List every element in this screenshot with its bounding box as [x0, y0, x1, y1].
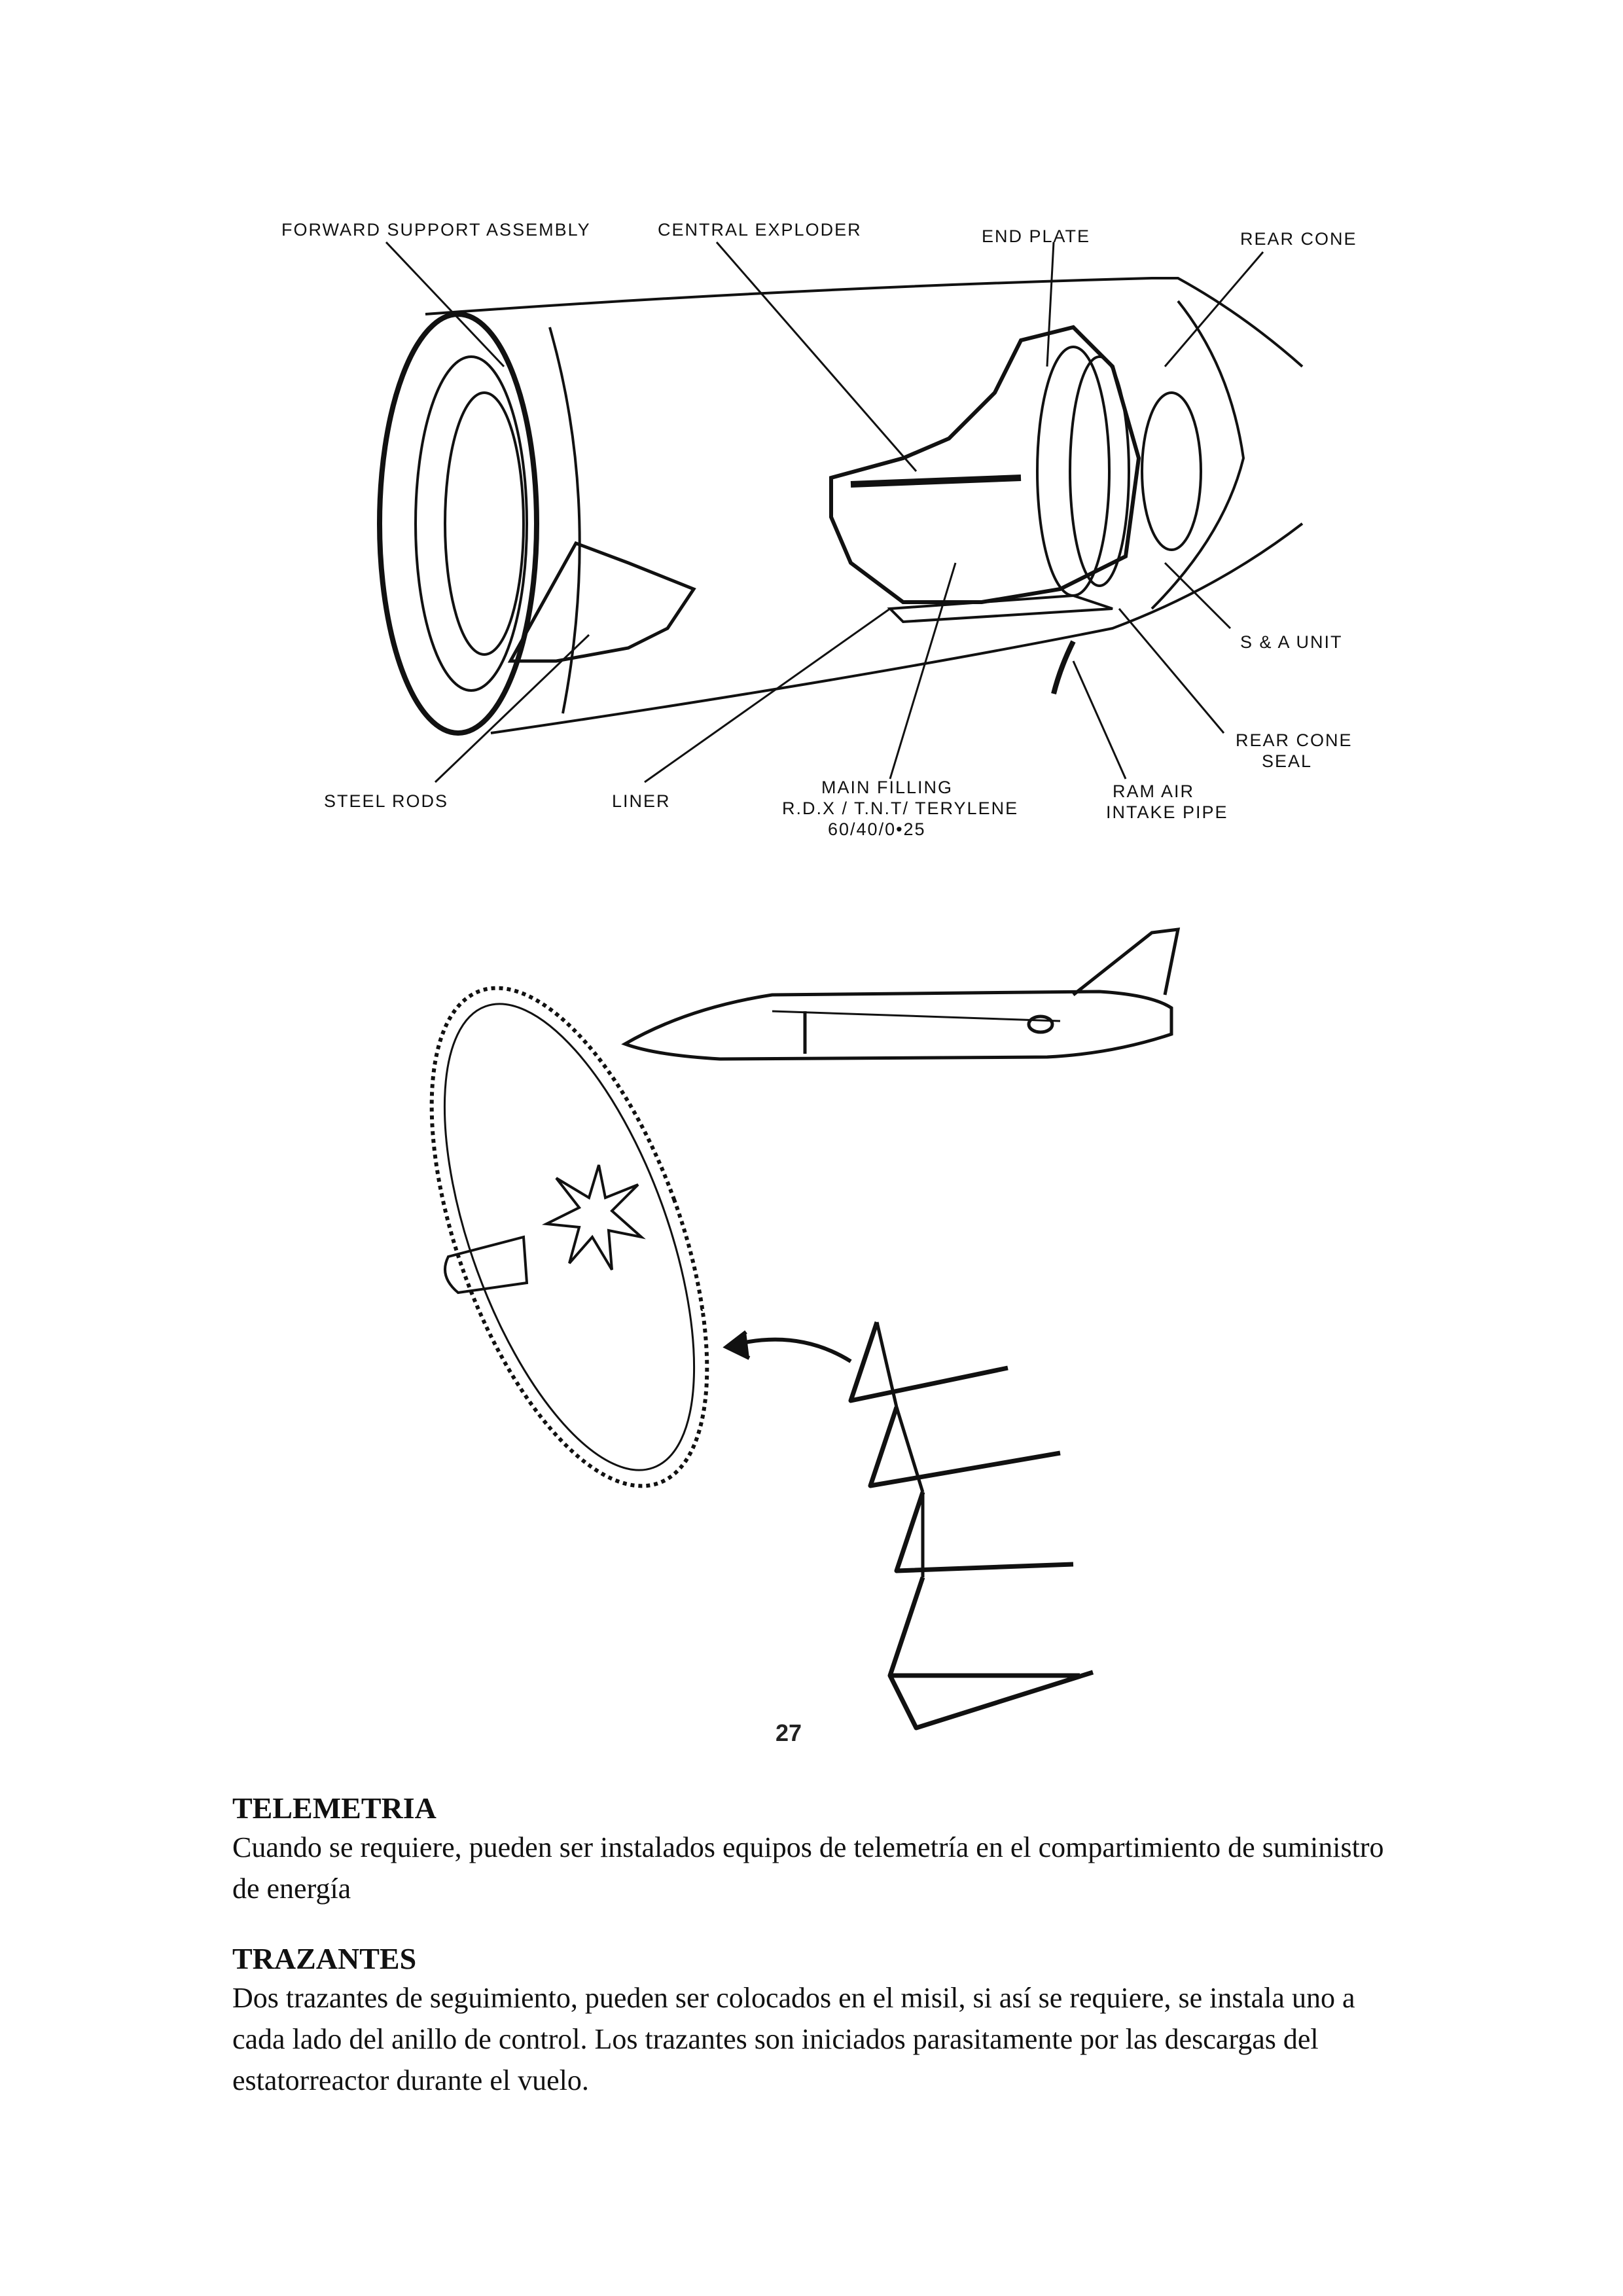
folded-rods-drawing: [851, 1322, 1093, 1728]
label-steel-rods: STEEL RODS: [324, 791, 449, 811]
label-liner: LINER: [612, 791, 671, 811]
label-rear-cone-seal-line2: SEAL: [1262, 751, 1313, 771]
rod-ring-drawing: [375, 953, 763, 1521]
page-number: 27: [776, 1719, 802, 1746]
section-trazantes: [232, 1941, 1410, 2101]
section-title: TELEMETRIA: [232, 1791, 437, 1825]
label-rear-cone-seal-line1: REAR CONE: [1236, 730, 1353, 750]
label-central-exploder: CENTRAL EXPLODER: [658, 220, 862, 240]
label-ram-air-line2: INTAKE PIPE: [1106, 802, 1228, 822]
label-main-filling-line3: 60/40/0•25: [828, 819, 926, 839]
section-body: Cuando se requiere, pueden ser instalados equipos de telemetría en el compartimiento de suministro de energía: [232, 1831, 1384, 1905]
label-main-filling-line1: MAIN FILLING: [821, 778, 954, 797]
deployment-arrow: [726, 1332, 851, 1361]
warhead-cutaway-drawing: [380, 278, 1302, 733]
missile-drawing: [625, 929, 1178, 1059]
label-sa-unit: S & A UNIT: [1240, 632, 1343, 652]
label-forward-support-assembly: FORWARD SUPPORT ASSEMBLY: [281, 220, 591, 240]
label-ram-air-line1: RAM AIR: [1113, 781, 1195, 801]
section-body: Dos trazantes de seguimiento, pueden ser colocados en el misil, si así se requiere, se instala uno a cada lado del anillo de control. Los trazantes son iniciados parasitamente por las descargas del estatorreactor durante el vuelo.: [232, 1982, 1355, 2096]
label-end-plate: END PLATE: [982, 226, 1091, 246]
label-main-filling-line2: R.D.X / T.N.T/ TERYLENE: [782, 798, 1019, 818]
section-telemetria: [232, 1790, 1410, 1909]
label-rear-cone: REAR CONE: [1240, 229, 1357, 249]
section-title: TRAZANTES: [232, 1942, 417, 1975]
